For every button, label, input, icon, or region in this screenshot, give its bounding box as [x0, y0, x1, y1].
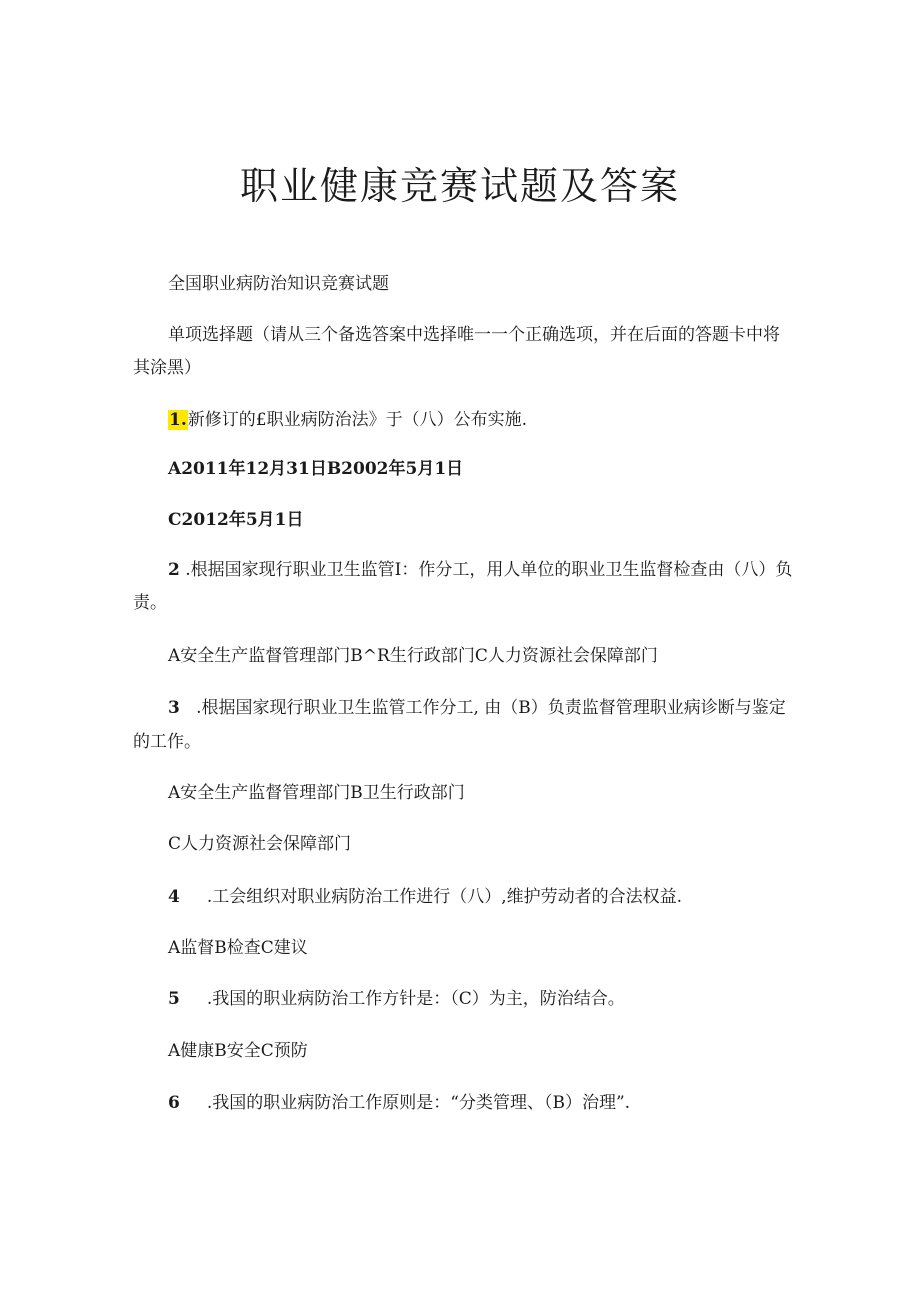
question-5-number: 5 — [168, 989, 180, 1009]
question-2-option-line-1: A安全生产监督管理部门B^R生行政部门C人力资源社会保障部门 — [168, 646, 658, 666]
question-3 — [168, 696, 786, 720]
question-3-text-line-1: .根据国家现行职业卫生监管工作分工, 由（B）负责监督管理职业病诊断与鉴定 — [196, 698, 786, 718]
question-5-option-line-1: A健康B安全C预防 — [168, 1041, 308, 1061]
question-3-option-line-2: C人力资源社会保障部门 — [168, 834, 352, 854]
question-2 — [168, 558, 792, 582]
instruction-line-2: 其涂黑） — [133, 358, 201, 378]
question-5 — [168, 987, 625, 1011]
question-1-text: 新修订的£职业病防治法》于（八）公布实施. — [187, 410, 527, 430]
question-3-text-line-2: 的工作。 — [133, 732, 201, 752]
question-5-text: .我国的职业病防治工作方针是：（C）为主，防治结合。 — [206, 989, 625, 1009]
question-4-number: 4 — [168, 887, 180, 907]
question-2-text-line-1: .根据国家现行职业卫生监管I：作分工，用人单位的职业卫生监督检查由（八）负 — [185, 560, 793, 580]
question-2-number: 2 — [168, 560, 180, 580]
question-4-option-line-1: A监督B检查C建议 — [168, 938, 308, 958]
question-1-number: 1. — [169, 410, 187, 430]
question-6-text: .我国的职业病防治工作原则是：“分类管理、（B）治理”. — [206, 1093, 631, 1113]
question-6 — [168, 1091, 630, 1115]
subtitle: 全国职业病防治知识竞赛试题 — [168, 274, 389, 294]
question-4 — [168, 885, 682, 909]
instruction-line-1: 单项选择题（请从三个备选答案中选择唯一一个正确选项，并在后面的答题卡中将 — [168, 325, 780, 345]
question-4-text: .工会组织对职业病防治工作进行（八）,维护劳动者的合法权益. — [206, 887, 683, 907]
document-title: 职业健康竞赛试题及答案 — [239, 164, 680, 208]
question-1-option-line-2: C2012年5月1日 — [168, 510, 304, 530]
question-6-number: 6 — [168, 1093, 180, 1113]
question-1 — [168, 408, 527, 432]
question-1-option-line-1: A2011年12月31日B2002年5月1日 — [168, 459, 464, 479]
question-2-text-line-2: 责。 — [133, 593, 167, 613]
question-3-option-line-1: A安全生产监督管理部门B卫生行政部门 — [168, 783, 465, 803]
question-3-number: 3 — [168, 698, 180, 718]
